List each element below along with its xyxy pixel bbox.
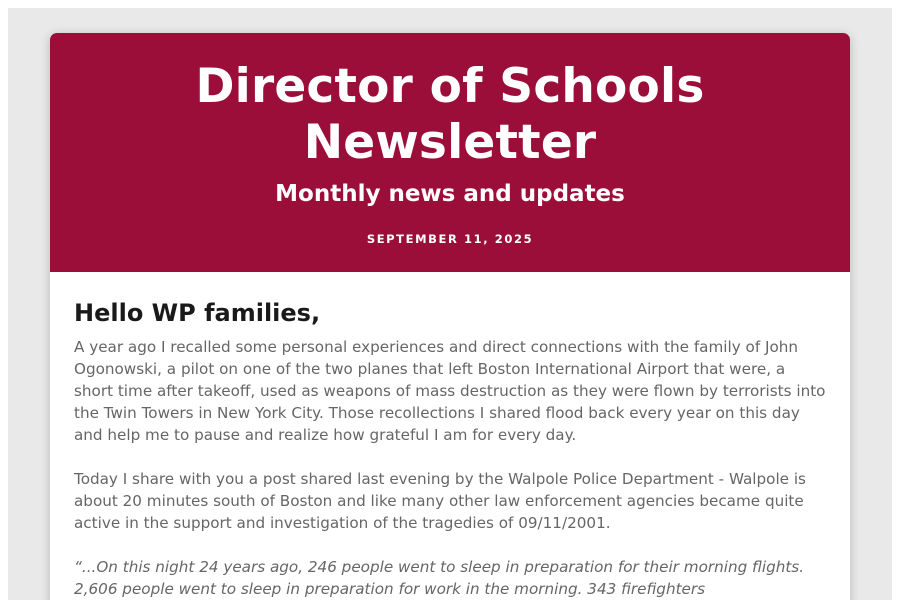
body-paragraph: Today I share with you a post shared last evening by the Walpole Police Department - Walpole is about 20 minutes south of Boston and like many other law enforcement agencies became quite active in the support and investigation of the tragedies of 09/11/2001. [74, 470, 806, 532]
newsletter-header [50, 33, 850, 272]
quote-paragraph: “...On this night 24 years ago, 246 people went to sleep in preparation for their morning flights. 2,606 people went to sleep in preparation for work in the morning. 343 firefighters [74, 558, 805, 598]
newsletter-body [50, 272, 850, 600]
page-frame [8, 8, 892, 600]
newsletter-title: Director of Schools Newsletter [195, 59, 705, 170]
greeting-heading: Hello WP families, [74, 299, 321, 327]
body-paragraph: A year ago I recalled some personal experiences and direct connections with the family of John Ogonowski, a pilot on one of the two planes that left Boston International Airport that were, a short time after takeoff, used as weapons of mass destruction as they were flown by terrorists into the Twin Towers in New York City. Those recollections I shared flood back every year on this day and help me to pause and realize how grateful I am for every day. [74, 338, 826, 444]
newsletter-date: SEPTEMBER 11, 2025 [366, 232, 534, 246]
newsletter-card [50, 33, 850, 600]
newsletter-subtitle: Monthly news and updates [275, 181, 625, 207]
